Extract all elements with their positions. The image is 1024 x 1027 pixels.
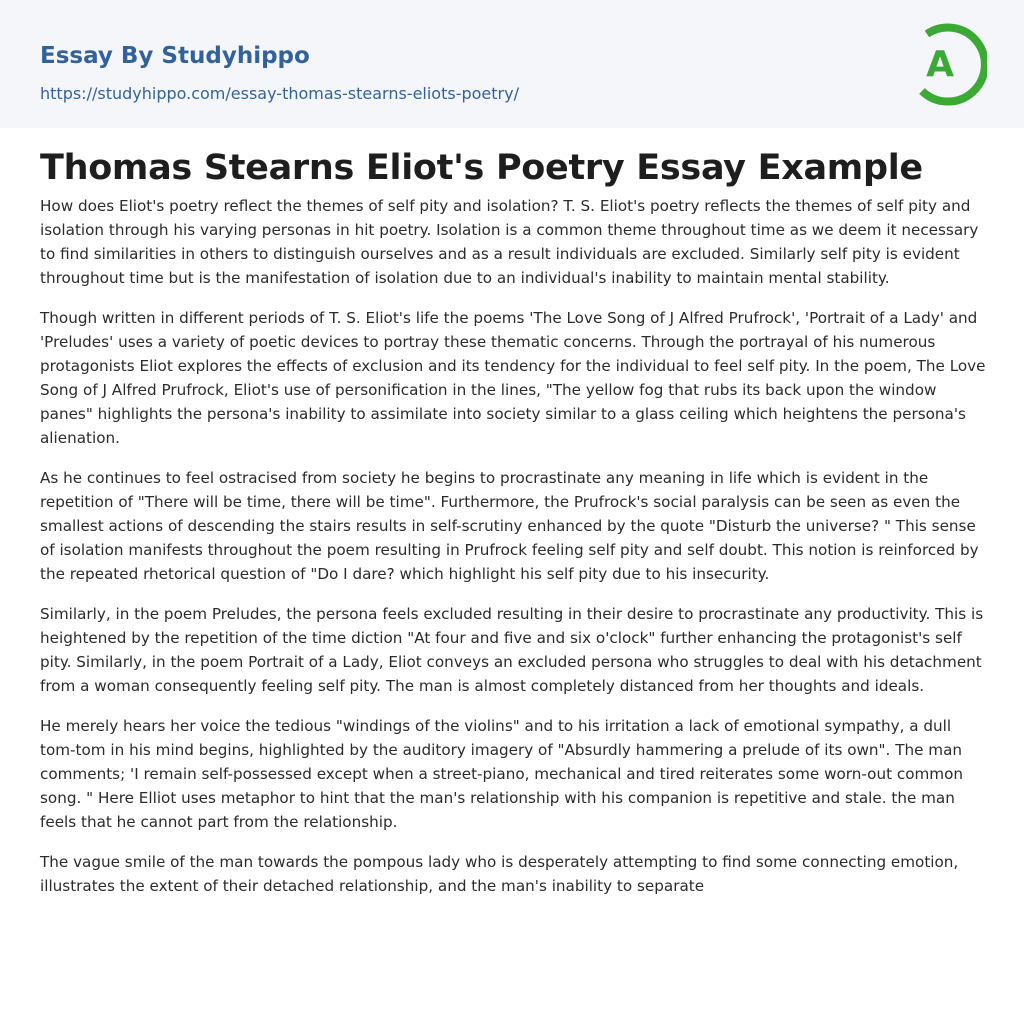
- logo-letter: A: [926, 44, 954, 85]
- paragraph: As he continues to feel ostracised from society he begins to procrastinate any meaning in life which is evident in the repetition of "There will be time, there will be time". Furthermore, the Prufrock's social paralysis can be seen as even the smallest actions of descending the stairs results in self-scrutiny enhanced by the quote "Disturb the universe? " This sense of isolation manifests throughout the poem resulting in Prufrock feeling self pity and self doubt. This notion is reinforced by the repeated rhetorical question of "Do I dare? which highlight his self pity due to his insecurity.: [40, 469, 979, 583]
- paragraph: Similarly, in the poem Preludes, the persona feels excluded resulting in their desire to procrastinate any productivity. This is heightened by the repetition of the time diction "At four and five and six o'clock" further enhancing the protagonist's self pity. Similarly, in the poem Portrait of a Lady, Eliot conveys an excluded persona who struggles to deal with his detachment from a woman consequently feeling self pity. The man is almost completely distanced from her thoughts and ideals.: [40, 605, 984, 695]
- source-url-link[interactable]: https://studyhippo.com/essay-thomas-stearns-eliots-poetry/: [40, 84, 519, 103]
- page-title: Thomas Stearns Eliot's Poetry Essay Example: [40, 148, 923, 188]
- site-header: [0, 0, 1024, 128]
- studyhippo-logo[interactable]: [911, 18, 987, 106]
- article-body: [40, 194, 988, 914]
- paragraph: Though written in different periods of T. S. Eliot's life the poems 'The Love Song of J Alfred Prufrock', 'Portrait of a Lady' and 'Preludes' uses a variety of poetic devices to portray these thematic concerns. Through the portrayal of his numerous protagonists Eliot explores the effects of exclusion and its tendency for the individual to feel self pity. In the poem, The Love Song of J Alfred Prufrock, Eliot's use of personification in the lines, "The yellow fog that rubs its back upon the window panes" highlights the persona's inability to assimilate into society similar to a glass ceiling which heightens the persona's alienation.: [40, 309, 986, 447]
- site-name[interactable]: Essay By Studyhippo: [40, 43, 310, 69]
- paragraph: He merely hears her voice the tedious "windings of the violins" and to his irritation a lack of emotional sympathy, a dull tom-tom in his mind begins, highlighted by the auditory imagery of "Absurdly hammering a prelude of its own". The man comments; 'I remain self-possessed except when a street-piano, mechanical and tired reiterates some worn-out common song. " Here Elliot uses metaphor to hint that the man's relationship with his companion is repetitive and stale. the man feels that he cannot part from the relationship.: [40, 717, 963, 831]
- paragraph: The vague smile of the man towards the pompous lady who is desperately attempting to find some connecting emotion, illustrates the extent of their detached relationship, and the man's inability to separate: [40, 853, 959, 895]
- paragraph: How does Eliot's poetry reflect the themes of self pity and isolation? T. S. Eliot's poetry reflects the themes of self pity and isolation through his varying personas in hit poetry. Isolation is a common theme throughout time as we deem it necessary to find similarities in others to distinguish ourselves and as a result individuals are excluded. Similarly self pity is evident throughout time but is the manifestation of isolation due to an individual's inability to maintain mental stability.: [40, 197, 979, 287]
- logo-ring-icon: [911, 18, 987, 106]
